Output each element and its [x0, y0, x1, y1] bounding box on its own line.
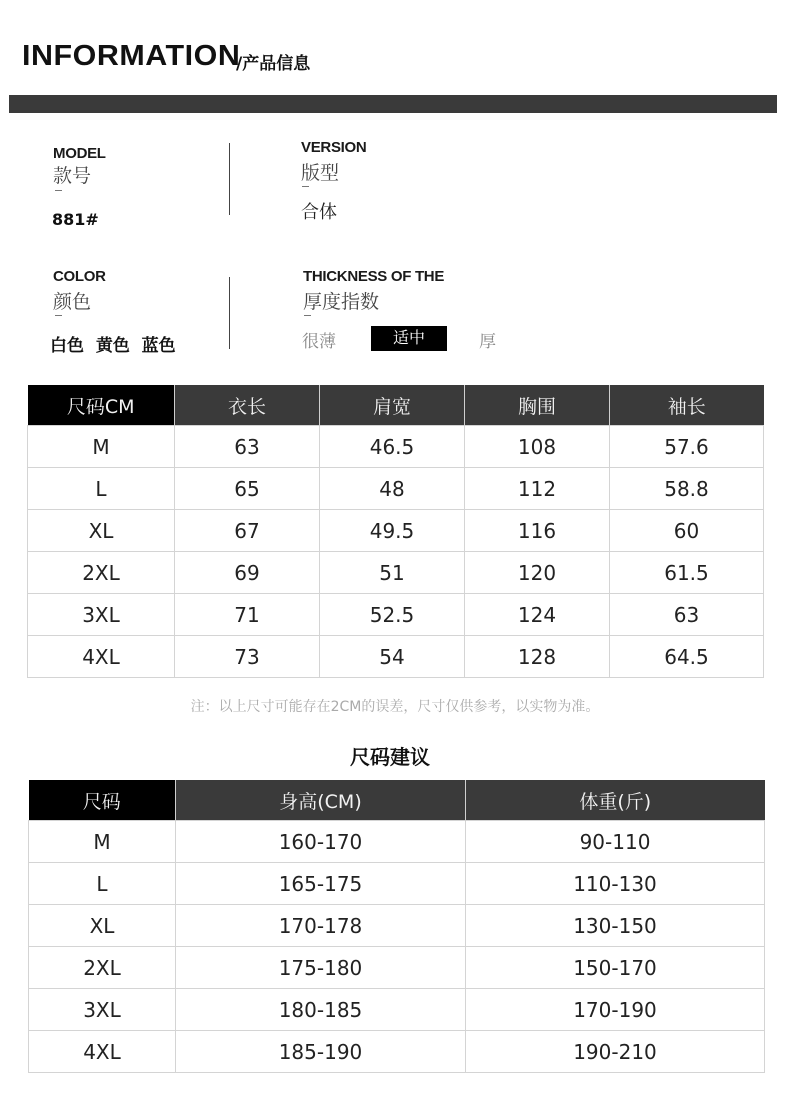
- version-value: 合体: [301, 202, 337, 223]
- table-cell: 165-175: [176, 863, 466, 905]
- suggestion-table-header: 体重(斤): [466, 780, 765, 821]
- size-suggestion-table: [28, 780, 765, 1073]
- page-title: INFORMATION: [22, 40, 241, 72]
- table-cell: 170-190: [466, 989, 765, 1031]
- info-divider-bottom: [229, 277, 230, 349]
- size-table-header: 尺码CM: [28, 385, 175, 426]
- size-table-header: 衣长: [175, 385, 320, 426]
- size-table-header: 胸围: [465, 385, 610, 426]
- table-cell: 3XL: [28, 594, 175, 636]
- table-cell: L: [29, 863, 176, 905]
- table-cell: 63: [175, 426, 320, 468]
- table-cell: XL: [28, 510, 175, 552]
- table-cell: 61.5: [610, 552, 764, 594]
- table-cell: 52.5: [320, 594, 465, 636]
- size-measurement-table: [27, 385, 764, 678]
- table-cell: 67: [175, 510, 320, 552]
- table-row: [28, 510, 764, 552]
- table-cell: 57.6: [610, 426, 764, 468]
- table-cell: 48: [320, 468, 465, 510]
- table-cell: 51: [320, 552, 465, 594]
- table-cell: 73: [175, 636, 320, 678]
- model-value: 881#: [52, 210, 99, 229]
- color-value: 白色 黄色 蓝色: [50, 336, 176, 356]
- table-cell: 116: [465, 510, 610, 552]
- suggestion-table-header-row: [29, 780, 765, 821]
- table-cell: 69: [175, 552, 320, 594]
- thickness-dash: [304, 315, 311, 316]
- size-error-note: 注：以上尺寸可能存在2CM的误差，尺寸仅供参考，以实物为准。: [190, 699, 600, 715]
- table-cell: 90-110: [466, 821, 765, 863]
- model-label-cn: 款号: [53, 165, 92, 187]
- size-table-header-row: [28, 385, 764, 426]
- table-cell: 54: [320, 636, 465, 678]
- version-label-en: VERSION: [301, 139, 367, 156]
- table-row: [28, 426, 764, 468]
- table-cell: 190-210: [466, 1031, 765, 1073]
- thickness-label-cn: 厚度指数: [303, 291, 380, 313]
- thickness-label-en: THICKNESS OF THE: [303, 268, 445, 285]
- table-row: [28, 552, 764, 594]
- table-cell: 60: [610, 510, 764, 552]
- table-cell: 58.8: [610, 468, 764, 510]
- size-table-header: 肩宽: [320, 385, 465, 426]
- table-cell: 170-178: [176, 905, 466, 947]
- color-label-en: COLOR: [53, 268, 106, 285]
- table-cell: 160-170: [176, 821, 466, 863]
- table-row: [29, 989, 765, 1031]
- page-subtitle: /产品信息: [236, 54, 311, 74]
- table-row: [28, 468, 764, 510]
- table-cell: M: [28, 426, 175, 468]
- table-cell: 4XL: [29, 1031, 176, 1073]
- table-cell: 124: [465, 594, 610, 636]
- table-cell: 150-170: [466, 947, 765, 989]
- info-divider-top: [229, 143, 230, 215]
- table-row: [29, 905, 765, 947]
- table-cell: 2XL: [28, 552, 175, 594]
- header-divider-bar: [9, 95, 777, 113]
- table-cell: 65: [175, 468, 320, 510]
- table-cell: 112: [465, 468, 610, 510]
- table-cell: 120: [465, 552, 610, 594]
- table-cell: 46.5: [320, 426, 465, 468]
- table-cell: 108: [465, 426, 610, 468]
- thickness-option-thick: 厚: [479, 332, 496, 352]
- table-cell: 63: [610, 594, 764, 636]
- table-row: [29, 821, 765, 863]
- version-label-cn: 版型: [301, 162, 340, 184]
- table-cell: 110-130: [466, 863, 765, 905]
- table-cell: 71: [175, 594, 320, 636]
- suggestion-table-header: 尺码: [29, 780, 176, 821]
- table-cell: 128: [465, 636, 610, 678]
- color-label-cn: 颜色: [53, 291, 92, 313]
- table-cell: 130-150: [466, 905, 765, 947]
- table-cell: 2XL: [29, 947, 176, 989]
- color-dash: [55, 315, 62, 316]
- table-cell: 185-190: [176, 1031, 466, 1073]
- table-cell: XL: [29, 905, 176, 947]
- size-suggestion-title: 尺码建议: [350, 745, 430, 769]
- model-dash: [55, 190, 62, 191]
- table-row: [29, 863, 765, 905]
- table-cell: 64.5: [610, 636, 764, 678]
- table-cell: L: [28, 468, 175, 510]
- suggestion-table-header: 身高(CM): [176, 780, 466, 821]
- size-table-header: 袖长: [610, 385, 764, 426]
- thickness-option-thin: 很薄: [302, 332, 336, 352]
- table-cell: 175-180: [176, 947, 466, 989]
- table-row: [28, 594, 764, 636]
- model-label-en: MODEL: [53, 145, 106, 162]
- table-row: [29, 1031, 765, 1073]
- version-dash: [302, 186, 309, 187]
- table-row: [29, 947, 765, 989]
- table-row: [28, 636, 764, 678]
- table-cell: M: [29, 821, 176, 863]
- table-cell: 180-185: [176, 989, 466, 1031]
- table-cell: 3XL: [29, 989, 176, 1031]
- table-cell: 49.5: [320, 510, 465, 552]
- table-cell: 4XL: [28, 636, 175, 678]
- thickness-option-medium-selected: 适中: [371, 326, 447, 351]
